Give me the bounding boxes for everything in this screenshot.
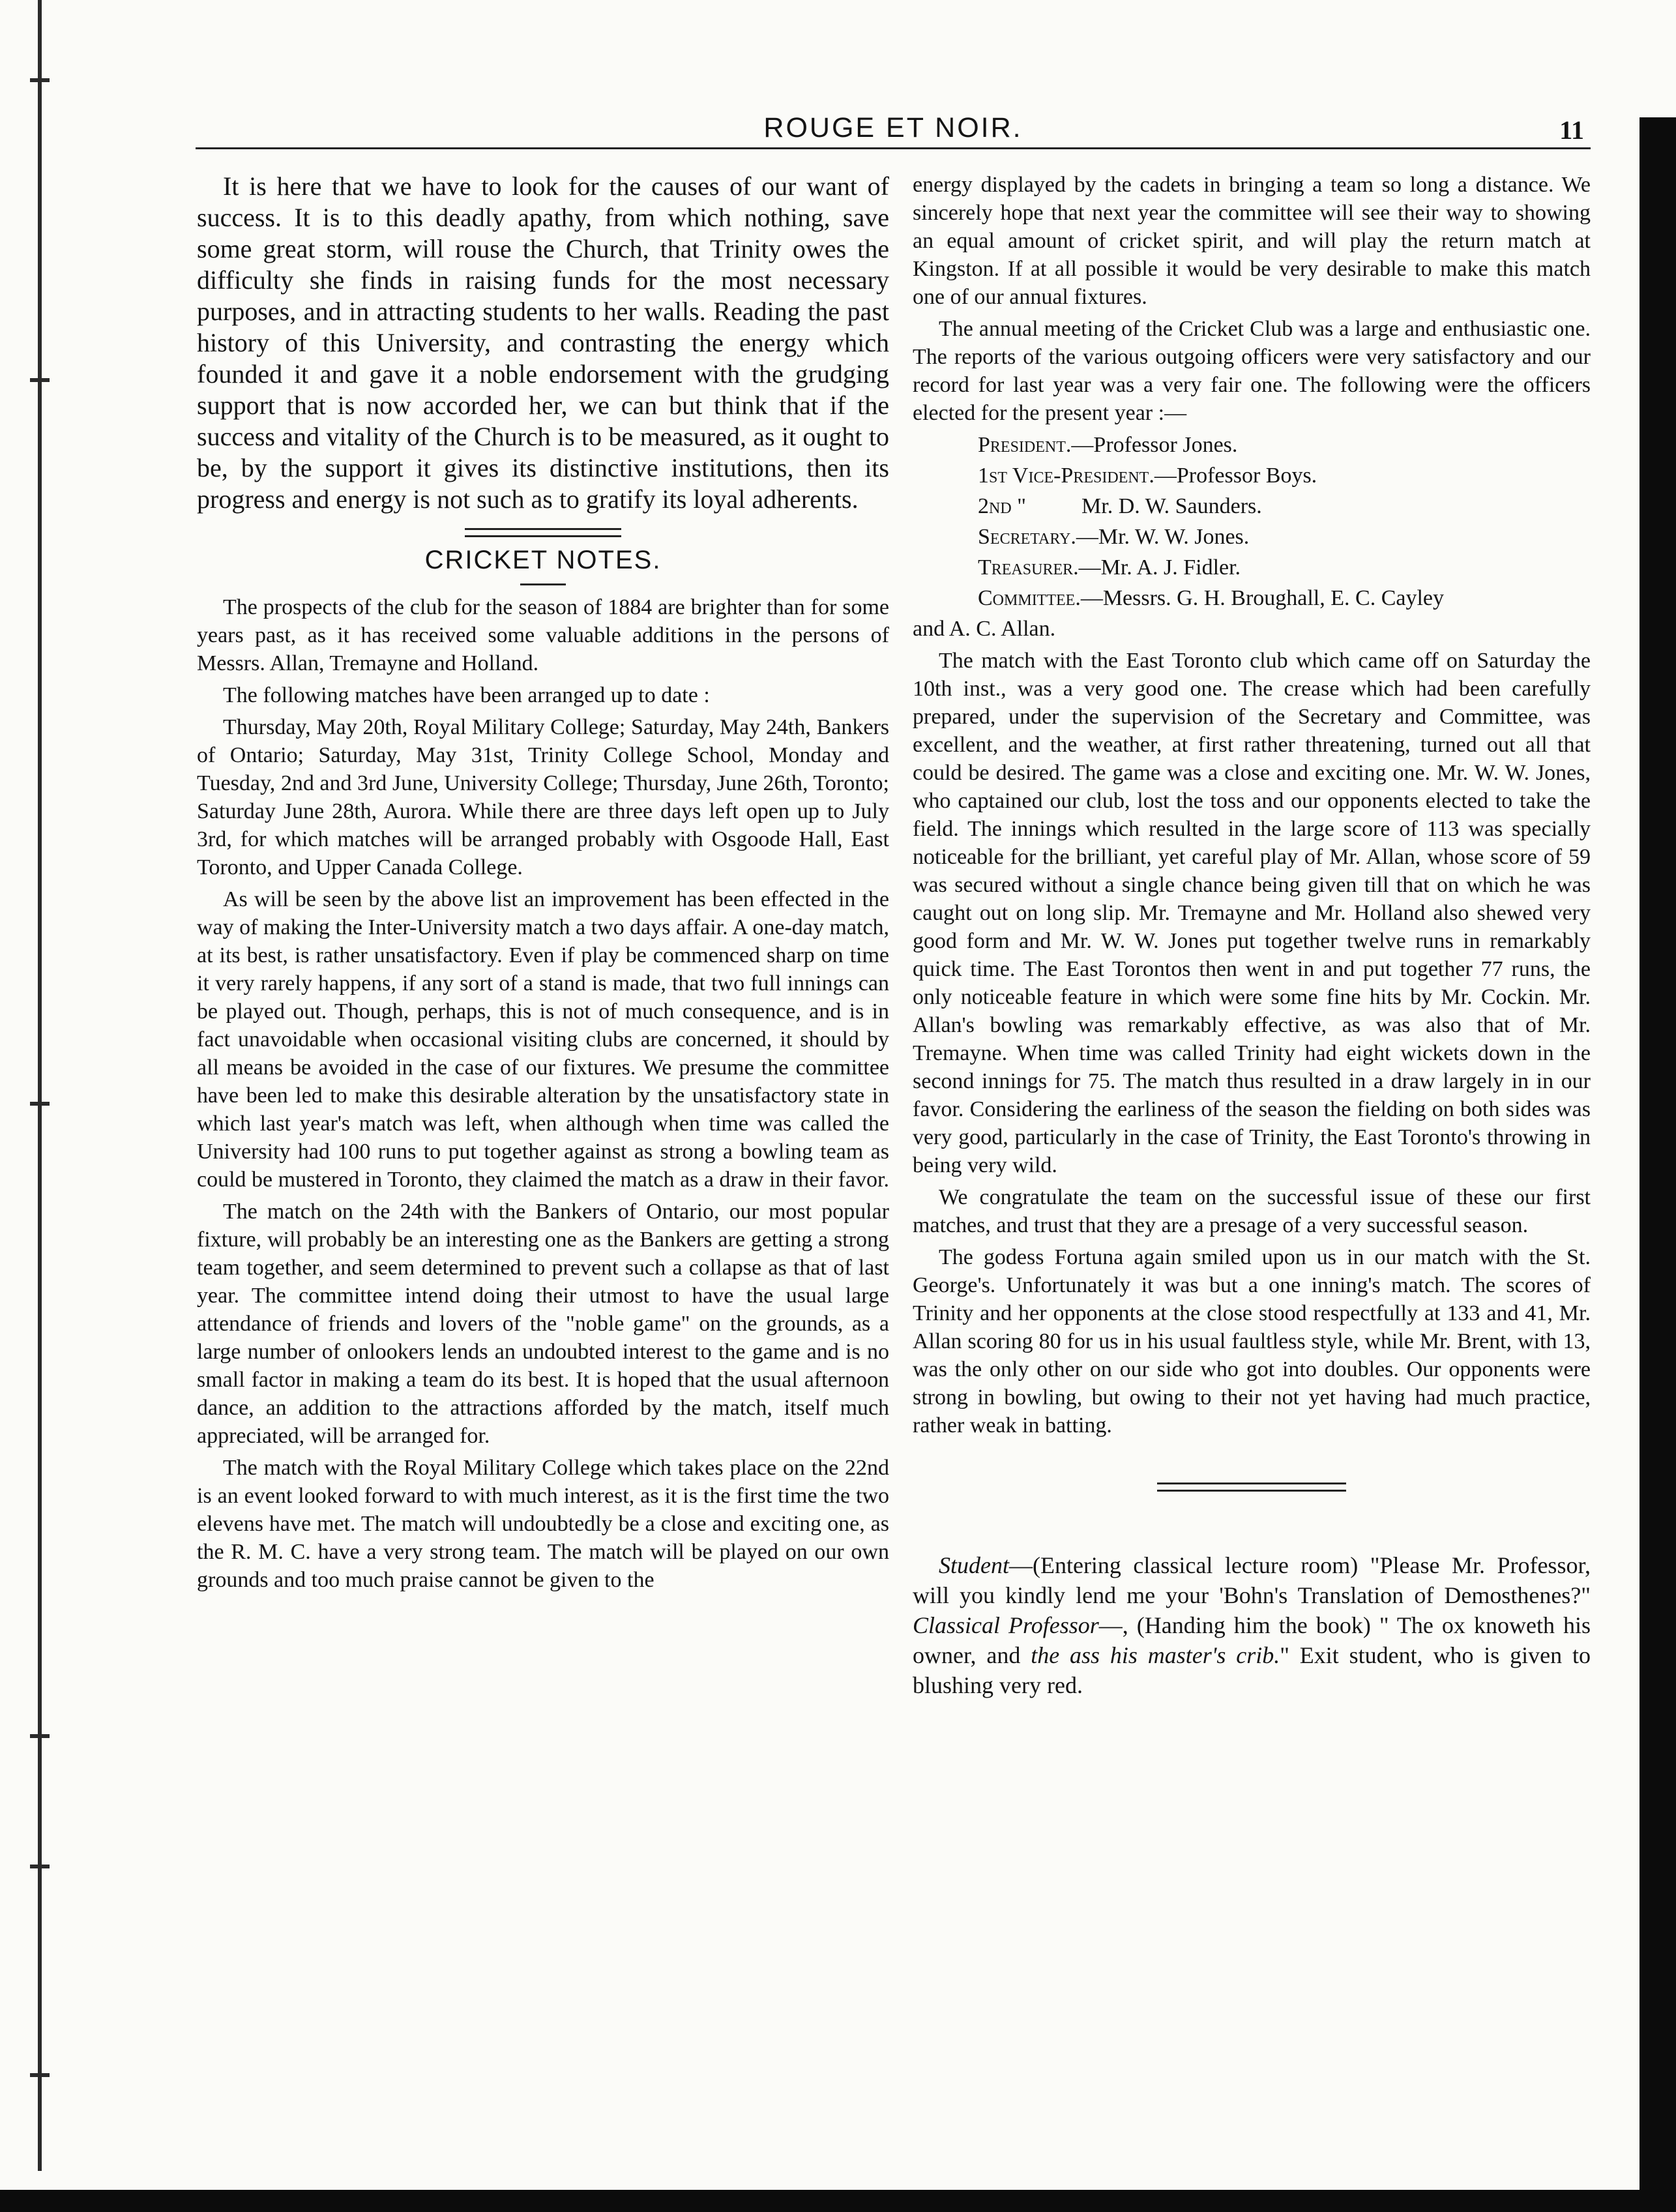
paragraph: The prospects of the club for the season of 1884 are brighter than for some years past, as it has received some valuable additions in the persons of Messrs. Allan, Tremayne and Holland. — [197, 595, 889, 675]
paragraph: Thursday, May 20th, Royal Military College; Saturday, May 24th, Bankers of Ontario; Saturday, May 31st, Trinity College School, Monday and Tuesday, 2nd and 3rd June, University College; Thursday, June 26th, Toronto; Saturday June 28th, Aurora. While there are three days left open up to July 3rd, for which matches will be arranged probably with Osgoode Hall, East Toronto, and Upper Canada College. — [197, 715, 889, 879]
officer-line: President.—Professor Jones. — [978, 433, 1238, 457]
binding-mark — [30, 2073, 50, 2077]
running-title: ROUGE ET NOIR. — [763, 112, 1023, 143]
speaker-student: Student — [939, 1552, 1009, 1578]
binding-mark — [30, 1865, 50, 1868]
page-edge-bottom — [0, 2190, 1676, 2212]
section-divider — [1157, 1482, 1346, 1492]
paragraph: energy displayed by the cadets in bringing a team so long a distance. We sincerely hope that next year the committee will see their way to showing an equal amount of cricket spirit, and will play the return match at Kingston. If at all possible it would be very desirable to make this match one of our annual fixtures. — [913, 173, 1591, 309]
left-column — [197, 171, 889, 1598]
right-column — [913, 171, 1591, 1704]
binding-mark — [30, 78, 50, 82]
intro-paragraph: It is here that we have to look for the causes of our want of success. It is to this deadly apathy, from which nothing, save some great storm, will rouse the Church, that Trinity owes the difficulty she finds in raising funds for the most necessary purposes, and in attracting students to her walls. Reading the past history of this University, and contrasting the energy which founded it and gave it a noble endorsement with the grudging support that is now accorded her, we can but think that if the success and vitality of the Church is to be measured, as it ought to be, by the support it gives its distinctive institutions, then its progress and energy is not such as to gratify its loyal adherents. — [197, 171, 889, 514]
committee-continuation: and A. C. Allan. — [913, 617, 1056, 641]
page-number: 11 — [1559, 115, 1584, 145]
paragraph: We congratulate the team on the successful issue of these our first matches, and trust that they are a presage of a very successful season. — [913, 1185, 1591, 1237]
paragraph: The match on the 24th with the Bankers of Ontario, our most popular fixture, will probably be an interesting one as the Bankers are getting a strong team together, and seem determined to prevent such a collapse as that of last year. The committee intend doing their utmost to have the usual large attendance of friends and lovers of the "noble game" on the grounds, as a large number of onlookers lends an undoubted interest to the game and is no small factor in making a team do its best. It is hoped that the usual afternoon dance, an addition to the attractions afforded by the match, itself much appreciated, will be arranged for. — [197, 1200, 889, 1448]
paragraph: The godess Fortuna again smiled upon us in our match with the St. George's. Unfortunately it was but a one inning's match. The scores of Trinity and her opponents at the close stood respectfully at 133 and 41, Mr. Allan scoring 80 for us in his usual faultless style, while Mr. Brent, with 13, was the only other on our side who got into doubles. Our opponents were strong in bowling, but owing to their not yet having had much practice, rather weak in batting. — [913, 1245, 1591, 1438]
quote-italic: the ass his master's crib. — [1031, 1642, 1280, 1668]
speaker-professor: Classical Professor — [913, 1612, 1099, 1638]
binding-mark — [30, 378, 50, 382]
running-header — [196, 110, 1591, 149]
page-edge-left — [38, 0, 42, 2171]
paragraph: The match with the East Toronto club which came off on Saturday the 10th inst., was a very good one. The crease which had been carefully prepared, under the supervision of the Secretary and Committee, was excellent, and the weather, at first rather threatening, turned out all that could be desired. The game was a close and exciting one. Mr. W. W. Jones, who captained our club, lost the toss and our opponents elected to take the field. The innings which resulted in the large score of 113 was specially noticeable for the brilliant, yet careful play of Mr. Allan, whose score of 59 was secured without a single chance being given till that on which he was caught out on long slip. Mr. Tremayne and Mr. Holland also shewed very good form and Mr. W. W. Jones put together twelve runs in remarkably quick time. The East Torontos then went in and put together 77 runs, the only noticeable feature in which were some fine hits by Mr. Cockin. Mr. Allan's bowling was remarkably effective, as was also that of Mr. Tremayne. When time was called Trinity had eight wickets down in the second innings for 75. The match thus resulted in a draw largely in in our favor. Considering the earliness of the season the fielding on both sides was very good, particularly in the case of Trinity, the East Toronto's throwing in being very wild. — [913, 649, 1591, 1177]
paragraph: The annual meeting of the Cricket Club was a large and enthusiastic one. The reports of the various outgoing officers were very satisfactory and our record for last year was a very fair one. The following were the officers elected for the present year :— — [913, 317, 1591, 425]
paragraph: The match with the Royal Military College which takes place on the 22nd is an event looked forward to with much interest, as it is the first time the two elevens have met. The match will undoubtedly be a close and exciting one, as the R. M. C. have a very strong team. The match will be played on our own grounds and too much praise cannot be given to the — [197, 1456, 889, 1592]
heading-underline — [520, 583, 566, 585]
paragraph: The following matches have been arranged up to date : — [223, 683, 710, 707]
officer-line: Secretary.—Mr. W. W. Jones. — [978, 525, 1250, 549]
section-divider — [465, 528, 621, 537]
binding-mark — [30, 1734, 50, 1738]
officer-line: 1st Vice-President.—Professor Boys. — [978, 464, 1317, 488]
officer-line: Treasurer.—Mr. A. J. Fidler. — [978, 555, 1241, 580]
paragraph: As will be seen by the above list an improvement has been effected in the way of making the Inter-University match a two days affair. A one-day match, at its best, is rather unsatisfactory. Even if play be commenced sharp on time it very rarely happens, if any sort of a stand is made, that two full innings can be played out. Though, perhaps, this is not of much consequence, and is in fact unavoidable when occasional visiting clubs are concerned, it should by all means be avoided in the case of our fixtures. We presume the committee have been led to make this desirable alteration by the unsatisfactory state in which last year's match was left, when although when time was called the University had 100 runs to put together against as strong a bowling team as could be mustered in Toronto, they claimed the match as a draw in their favor. — [197, 887, 890, 1192]
section-heading: CRICKET NOTES. — [424, 546, 662, 574]
jest-paragraph: Student—(Entering classical lecture room) "Please Mr. Professor, will you kindly lend me your 'Bohn's Translation of Demosthenes?" Classical Professor—, (Handing him the book) " The ox knoweth his owner, and the ass his master's crib." Exit student, who is given to blushing very red. — [913, 1552, 1591, 1698]
binding-mark — [30, 1102, 50, 1106]
page-edge-right — [1639, 117, 1676, 2212]
officer-line: Committee.—Messrs. G. H. Broughall, E. C. Cayley — [978, 586, 1445, 610]
officer-line: 2nd " Mr. D. W. Saunders. — [978, 494, 1262, 518]
